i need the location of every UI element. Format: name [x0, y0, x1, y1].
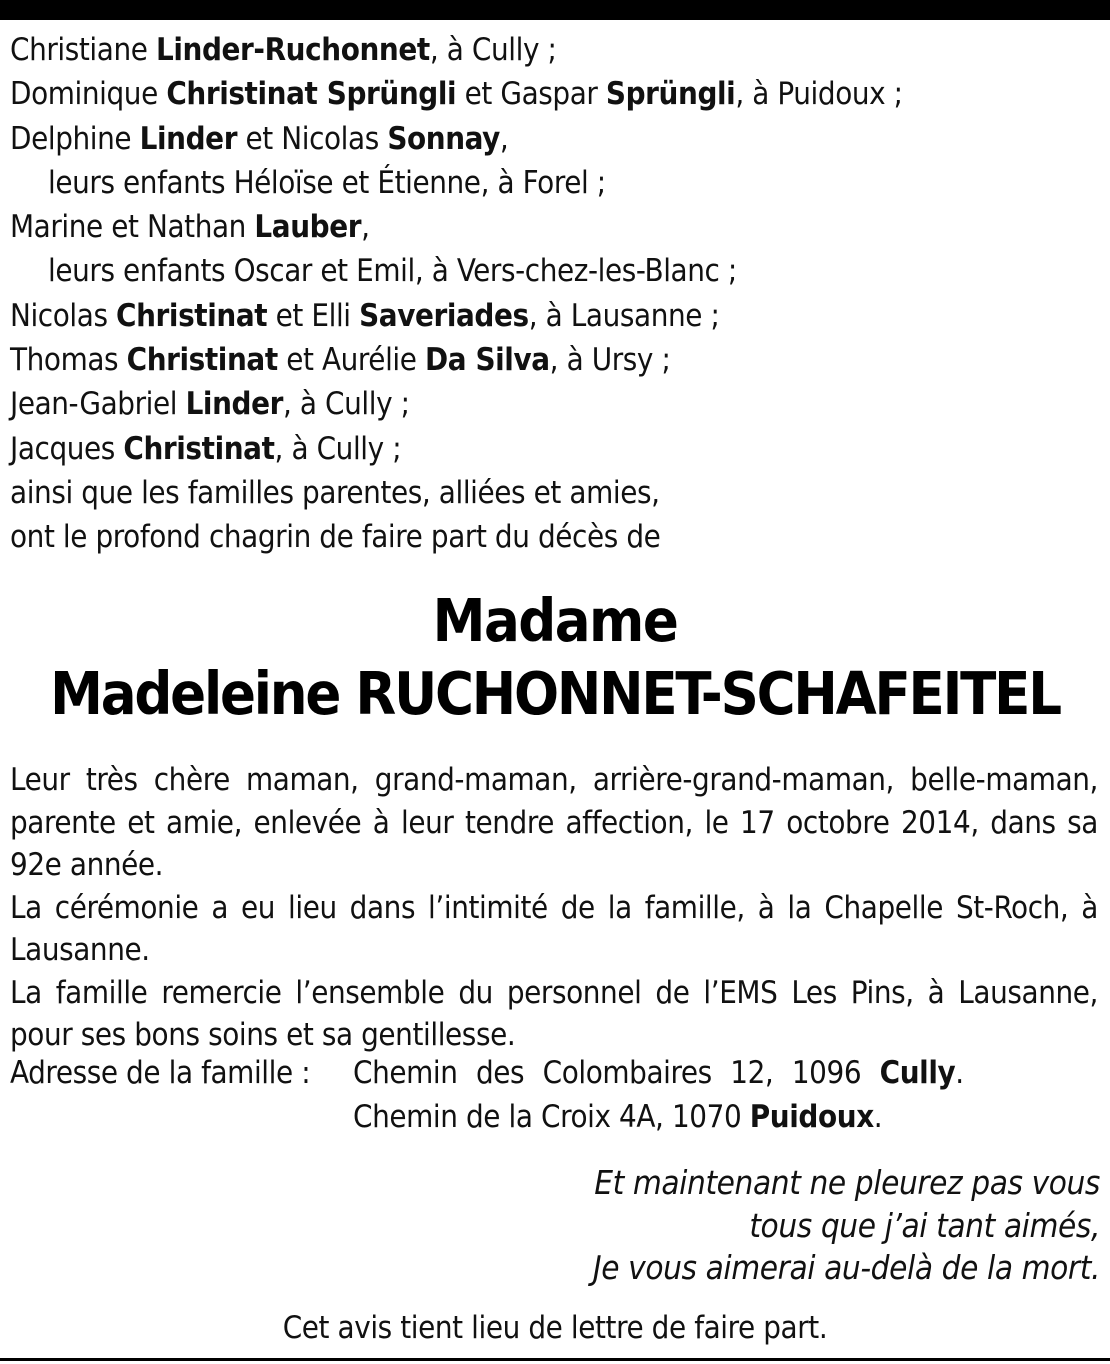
address-label: Adresse de la famille :: [10, 1055, 311, 1091]
family-text: et Gaspar: [456, 76, 606, 113]
poem-line: Et maintenant ne pleurez pas vous: [594, 1163, 1100, 1202]
headline: [0, 584, 1110, 730]
address-line-2-end: .: [873, 1099, 883, 1135]
family-surname: Sprüngli: [605, 76, 736, 113]
family-text: ,: [499, 120, 509, 157]
family-surname: Christinat: [126, 342, 278, 379]
paragraph-thanks: La famille remercie l’ensemble du personnel de l’EMS Les Pins, à Lausanne, pour ses bons soins et sa gentillesse.: [10, 974, 1098, 1053]
address-line-2-text: Chemin de la Croix 4A, 1070: [353, 1099, 750, 1135]
family-text: , à Ursy ;: [549, 342, 671, 379]
body-text: [10, 759, 1098, 1057]
family-text: et Aurélie: [277, 342, 425, 379]
family-text: , à Puidoux ;: [735, 76, 903, 113]
family-text: ainsi que les familles parentes, alliées et amies,: [10, 474, 660, 511]
family-text: ont le profond chagrin de faire part du décès de: [10, 519, 661, 556]
paragraph-tribute: Leur très chère maman, grand-maman, arrière-grand-maman, belle-maman, parente et amie, enlevée à leur tendre affection, le 17 octobre 2014, dans sa 92e année.: [10, 762, 1098, 883]
family-surname: Sonnay: [387, 120, 500, 157]
family-line: [10, 338, 1100, 382]
closing-note: Cet avis tient lieu de lettre de faire part.: [282, 1310, 828, 1346]
top-rule: [0, 0, 1110, 20]
family-text: Jean-Gabriel: [10, 386, 186, 423]
address-line-1: [353, 1051, 964, 1095]
family-line: [10, 28, 1100, 72]
family-line: [10, 427, 1100, 471]
family-text: , à Cully ;: [283, 386, 410, 423]
address-line-2-city: Puidoux: [749, 1099, 874, 1135]
family-text: et Nicolas: [237, 120, 388, 157]
family-line: [10, 382, 1100, 426]
family-text: leurs enfants Oscar et Emil, à Vers-chez-les-Blanc ;: [48, 253, 737, 290]
family-surname: Christinat: [116, 297, 268, 334]
family-line: [10, 515, 1100, 559]
paragraph-ceremony: La cérémonie a eu lieu dans l’intimité de la famille, à la Chapelle St-Roch, à Lausanne.: [10, 889, 1098, 968]
family-surname: Da Silva: [424, 342, 550, 379]
family-text: Nicolas: [10, 297, 117, 334]
bottom-rule: [0, 1358, 1110, 1361]
family-surname: Linder: [139, 120, 238, 157]
family-surname: Linder: [185, 386, 283, 423]
family-text: , à Lausanne ;: [528, 297, 720, 334]
family-surname: Christinat: [123, 430, 275, 467]
family-surname: Linder-Ruchonnet: [155, 32, 430, 68]
family-text: et Elli: [267, 297, 360, 334]
family-line: [10, 249, 1100, 293]
headline-title: Madame: [432, 586, 678, 655]
family-surname: Lauber: [254, 209, 362, 246]
family-line: [10, 471, 1100, 515]
address-line-1-city: Cully: [879, 1055, 956, 1091]
family-line: [10, 117, 1100, 161]
family-line: [10, 161, 1100, 205]
family-text: , à Cully ;: [274, 430, 402, 467]
poem: [400, 1162, 1100, 1290]
family-text: Jacques: [10, 430, 124, 467]
family-address: [10, 1051, 1100, 1139]
family-text: Dominique: [10, 76, 167, 113]
family-line: [10, 294, 1100, 338]
family-text: ,: [361, 209, 370, 246]
family-surname: Saveriades: [359, 297, 529, 334]
family-text: Christiane: [10, 32, 156, 68]
family-line: [10, 205, 1100, 249]
family-surname: Christinat Sprüngli: [166, 76, 457, 113]
family-text: leurs enfants Héloïse et Étienne, à Forel ;: [48, 164, 606, 201]
address-line-1-end: .: [955, 1055, 964, 1091]
family-line: [10, 72, 1100, 116]
poem-line: Je vous aimerai au-delà de la mort.: [592, 1248, 1100, 1287]
deceased-name: Madeleine RUCHONNET-SCHAFEITEL: [50, 659, 1060, 728]
family-text: Delphine: [10, 120, 140, 157]
family-text: Marine et Nathan: [10, 209, 255, 246]
poem-line: tous que j’ai tant aimés,: [749, 1205, 1100, 1245]
family-list: [10, 28, 1100, 560]
address-line-2: [353, 1095, 882, 1139]
family-text: Thomas: [10, 342, 127, 379]
address-line-1-text: Chemin des Colombaires 12, 1096: [353, 1055, 880, 1091]
family-text: , à Cully ;: [429, 32, 557, 68]
